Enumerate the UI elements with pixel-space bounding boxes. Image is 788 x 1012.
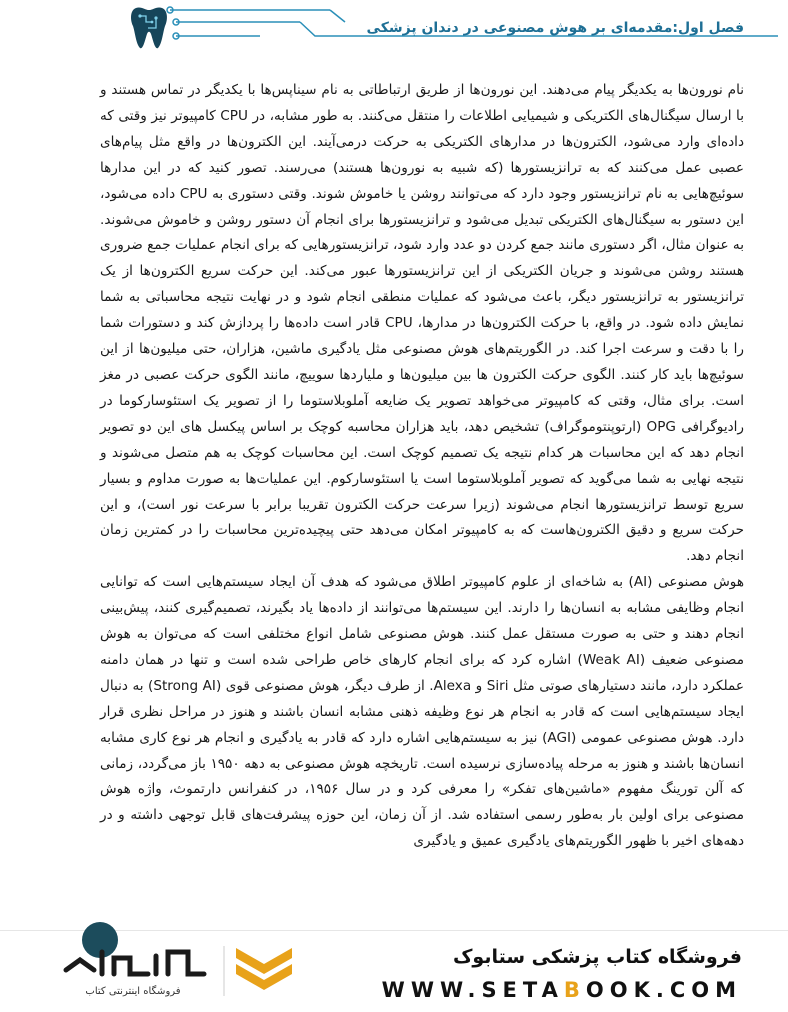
chapter-title: فصل اول:مقدمه‌ای بر هوش مصنوعی در دندان پزشکی bbox=[366, 20, 744, 36]
url-accent-letter: B bbox=[563, 978, 586, 1002]
paragraph: نام نورون‌ها به یکدیگر پیام می‌دهند. این نورون‌ها از طریق ارتباطاتی به نام سیناپس‌ها با یکدیگر در تماس هستند و با ارسال سیگنال‌های الکتریکی و شیمیایی اطلاعات را منتقل می‌کنند. به طور مشابه، در CPU کامپیوتر نیز وقتی که داده‌ای وارد می‌شود، الکترون‌ها در مدارهای الکتریکی به حرکت درمی‌آیند. این الکترون‌ها در واقع مثل پیام‌های عصبی عمل می‌کنند که به ترانزیستورها (که شبیه به نورون‌ها هستند) می‌رسند. تصور کنید که در این مدارها سوئیچ‌هایی به نام ترانزیستور وجود دارد که می‌توانند روشن یا خاموش شوند. وقتی دستوری به CPU داده می‌شود، این دستور به سیگنال‌های الکتریکی تبدیل می‌شود و ترانزیستورها برای انجام آن دستور روشن و خاموش می‌شوند. به عنوان مثال، اگر دستوری مانند جمع کردن دو عدد وارد شود، ترانزیستورهایی که برای انجام عملیات جمع ضروری هستند روشن می‌شوند و جریان الکتریکی از این ترانزیستورها عبور می‌کند. این حرکت سریع الکترون‌ها از یک ترانزیستور به ترانزیستور دیگر، باعث می‌شود که عملیات منطقی انجام شود و در نهایت نتیجه محاسباتی به شما نمایش داده شود. در واقع، با حرکت الکترون‌ها در مدارها، CPU قادر است داده‌ها را پردازش کند و دستورات شما را با دقت و سرعت اجرا کند. در الگوریتم‌های هوش مصنوعی مثل یادگیری ماشین، هزاران، حتی میلیون‌ها از این سوئیچ‌ها باید کار کنند. الگوی حرکت الکترون ها بین میلیون‌ها و ملیاردها سوییچ، مانند الگوی حرکت عصبی در مغز است. برای مثال، وقتی که کامپیوتر می‌خواهد تصویر یک ضایعه آملوبلاستوما را از تصویر یک استئوسارکوما در رادیوگرافی OPG (ارتوپنتوموگراف) تشخیص دهد، باید هزاران محاسبه کوچک بر اساس پیکسل های این دو تصویر انجام دهد که این محاسبات هر کدام نتیجه یک تصمیم کوچک است. این محاسبات کوچک به هم متصل می‌شوند و نتیجه نهایی به شما می‌گوید که تصویر آملوبلاستوما است یا استئوسارکوم. این عملیات‌ها به صورت مداوم و بسیار سریع توسط ترانزیستورها انجام می‌شوند (زیرا سرعت حرکت الکترون تقریبا برابر با سرعت نور است)، و این حرکت سریع و دقیق الکترون‌هاست که به کامپیوتر امکان می‌دهد حتی پیچیده‌ترین محاسبات را در کمترین زمان انجام دهد. bbox=[100, 82, 744, 565]
logo-caption: فروشگاه اینترنتی کتاب bbox=[85, 986, 181, 997]
tooth-icon bbox=[128, 4, 170, 50]
chevron-logo-icon bbox=[236, 948, 292, 990]
paragraph: هوش مصنوعی (AI) به شاخه‌ای از علوم کامپیوتر اطلاق می‌شود که هدف آن ایجاد سیستم‌هایی است که توانایی انجام وظایفی مشابه به انسان‌ها را دارند. این سیستم‌ها می‌توانند از داده‌ها یاد بگیرند، تصمیم‌گیری کنند، پیش‌بینی انجام دهند و حتی به صورت مستقل عمل کنند. هوش مصنوعی شامل انواع مختلفی است که می‌توان به هوش مصنوعی ضعیف (Weak AI) اشاره کرد که برای انجام کارهای خاص طراحی شده است و تنها در همان دامنه عملکرد دارد، مانند دستیارهای صوتی مثل Siri و Alexa. از طرف دیگر، هوش مصنوعی قوی (Strong AI) به دنبال ایجاد سیستم‌هایی است که قادر به انجام هر نوع وظیفه ذهنی مشابه انسان باشند و هنوز در مراحل نظری قرار دارد. هوش مصنوعی عمومی (AGI) نیز به سیستم‌هایی اشاره دارد که قادر به یادگیری و انجام هر نوع کاری مشابه انسان‌ها باشند و هنوز به مرحله پیاده‌سازی نرسیده است. تاریخچه هوش مصنوعی به دهه ۱۹۵۰ باز می‌گردد، زمانی که آلن تورینگ مفهوم «ماشین‌های تفکر» را معرفی کرد و در سال ۱۹۵۶، در کنفرانس دارتموث، واژه هوش مصنوعی برای اولین بار به‌طور رسمی استفاده شد. از آن زمان، این حوزه پیشرفت‌های قابل توجهی داشته و در دهه‌های اخیر با ظهور الگوریتم‌های یادگیری عمیق و یادگیری bbox=[100, 574, 745, 850]
store-url[interactable] bbox=[382, 978, 742, 1002]
url-seta: SETA bbox=[481, 978, 564, 1002]
url-suffix: OOK.COM bbox=[585, 978, 742, 1002]
page-header bbox=[0, 0, 788, 58]
body-text bbox=[100, 78, 744, 855]
logo-wordmark bbox=[66, 952, 204, 974]
footer-divider bbox=[0, 930, 788, 931]
url-prefix: WWW. bbox=[381, 978, 482, 1002]
store-name: فروشگاه کتاب پزشکی ستابوک bbox=[452, 946, 742, 968]
